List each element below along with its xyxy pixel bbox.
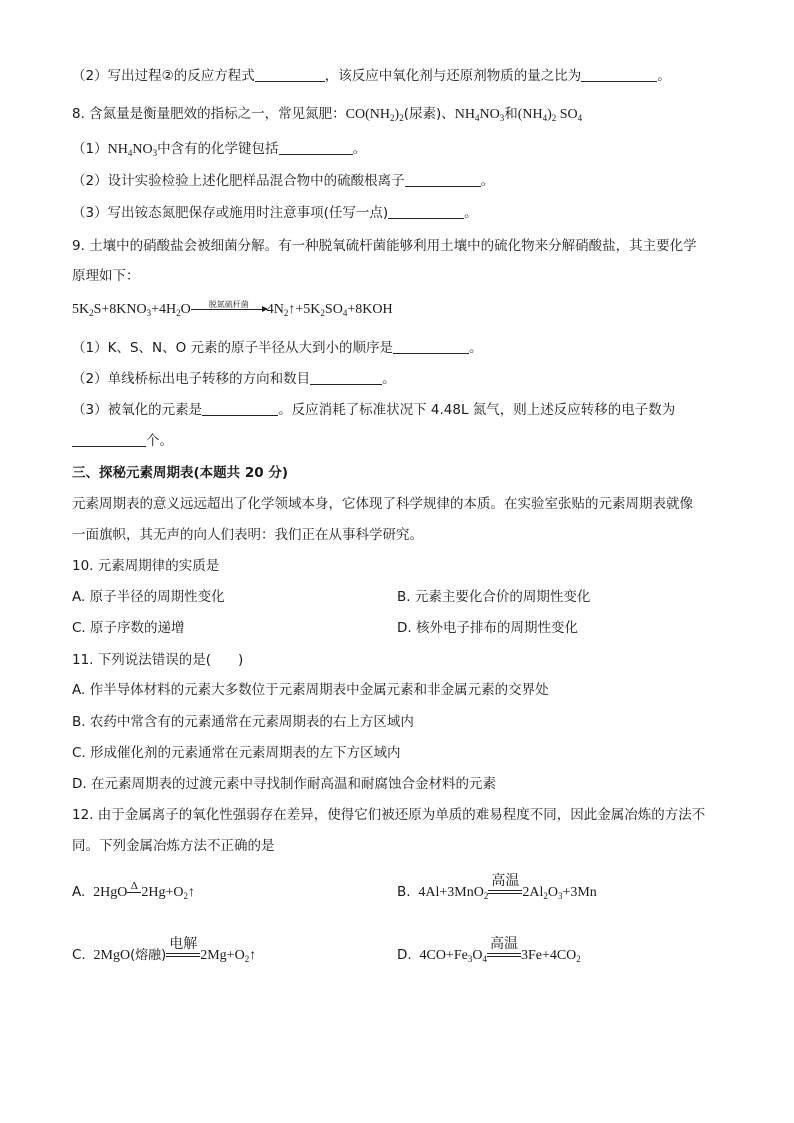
answer-blank[interactable] xyxy=(72,432,146,447)
q12-stem-line1: 12. 由于金属离子的氧化性强弱存在差异，使得它们被还原为单质的难易程度不同，因此金属冶炼的方法不 xyxy=(72,807,706,823)
option-a[interactable]: A. 作半导体材料的元素大多数位于元素周期表中金属元素和非金属元素的交界处 xyxy=(72,682,549,698)
q7-2-text-c: ，该反应中氧化剂与还原剂物质的量之比为 xyxy=(324,68,582,84)
q8-stem-text: 8. 含氮量是衡量肥效的指标之一，常见氮肥： xyxy=(72,106,346,122)
q8-part1: $(1)NH_4NO_3$中含有的化学键包括 。 xyxy=(72,141,367,158)
q12-options-row2 xyxy=(72,937,722,971)
answer-blank[interactable] xyxy=(405,172,481,187)
option-b[interactable]: B. 元素主要化合价的周期性变化 xyxy=(397,589,591,605)
option-c[interactable]: C. 原子序数的递增 xyxy=(72,620,185,636)
answer-blank[interactable] xyxy=(310,370,382,385)
option-d[interactable]: D. $4CO+Fe_3O_4$ 高温 $3Fe+4CO_2$ xyxy=(397,937,581,964)
q8-stem: 8. 含氮量是衡量肥效的指标之一，常见氮肥：$CO(NH_2)_2$(尿素)、$NH_4NO_3$和$(NH_4)_2$ $SO_4$ xyxy=(72,106,583,123)
q12-stem-line2: 同。下列金属冶炼方法不正确的是 xyxy=(72,838,275,854)
equation-c: 2MgO(熔融) 电解 $2Mg+O_2↑$ xyxy=(90,937,257,964)
q9-part1: （1）K、S、N、O 元素的原子半径从大到小的顺序是 。 xyxy=(72,340,483,356)
option-c[interactable]: C. 形成催化剂的元素通常在元素周期表的左下方区域内 xyxy=(72,745,401,761)
section-intro-line1: 元素周期表的意义远远超出了化学领域本身，它体现了科学规律的本质。在实验室张贴的元素周期表就像 xyxy=(72,496,693,512)
q7-2-text-b: 的反应方程式 xyxy=(173,68,255,84)
circled-2: ② xyxy=(161,68,174,84)
answer-blank[interactable] xyxy=(279,140,353,155)
q8-part3: （3）写出铵态氮肥保存或施用时注意事项(任写一点) 。 xyxy=(72,205,478,221)
answer-blank[interactable] xyxy=(202,401,278,416)
q7-2-text-a: （2）写出过程 xyxy=(72,68,162,84)
answer-blank[interactable] xyxy=(393,339,469,354)
q11-stem: 11. 下列说法错误的是( ) xyxy=(72,652,244,668)
formula-nh4no3: $NH_4NO_3$ xyxy=(454,107,505,123)
option-c[interactable]: C. 2MgO(熔融) 电解 $2Mg+O_2↑$ xyxy=(72,937,257,964)
option-d[interactable]: D. 核外电子排布的周期性变化 xyxy=(397,620,578,636)
q9-part3: （3）被氧化的元素是 。反应消耗了标准状况下 4.48L 氮气，则上述反应转移的电子数为 xyxy=(72,402,676,418)
equation-a: 2HgO Δ $2Hg+O_2↑$ xyxy=(89,879,195,901)
answer-blank[interactable] xyxy=(255,67,325,82)
q9-equation: $5K_2S+8KNO_3+4H_2O$ 脱氮硫杆菌 $4N_2↑+5K_2SO_4+8KOH$ xyxy=(72,299,393,318)
q9-part3-cont: 个。 xyxy=(72,431,173,451)
q9-part2: （2）单线桥标出电子转移的方向和数目 。 xyxy=(72,371,396,387)
equation-b: 4Al+3MnO$_2$ 高温 $2Al_2O_3+3Mn$ xyxy=(414,874,597,901)
reaction-arrow: 脱氮硫杆菌 xyxy=(191,300,267,310)
option-d[interactable]: D. 在元素周期表的过渡元素中寻找制作耐高温和耐腐蚀合金材料的元素 xyxy=(72,776,496,792)
option-b[interactable]: B. 4Al+3MnO$_2$ 高温 $2Al_2O_3+3Mn$ xyxy=(397,874,597,901)
answer-blank[interactable] xyxy=(388,204,464,219)
answer-blank[interactable] xyxy=(581,67,657,82)
option-b[interactable]: B. 农药中常含有的元素通常在元素周期表的右上方区域内 xyxy=(72,714,414,730)
formula-nh4no3: $NH_4NO_3$ xyxy=(107,142,158,158)
option-a[interactable]: A. 原子半径的周期性变化 xyxy=(72,589,225,605)
q9-stem-line2: 原理如下： xyxy=(72,268,140,284)
equation-d: $4CO+Fe_3O_4$ 高温 $3Fe+4CO_2$ xyxy=(415,937,581,964)
q9-stem-line1: 9. 土壤中的硝酸盐会被细菌分解。有一种脱氧硫杆菌能够利用土壤中的硫化物来分解硝酸盐，其主要化学 xyxy=(72,238,697,254)
section-intro-line2: 一面旗帜，其无声的向人们表明：我们正在从事科学研究。 xyxy=(72,527,423,543)
q10-stem: 10. 元素周期律的实质是 xyxy=(72,558,220,574)
section-heading: 三、探秘元素周期表(本题共 20 分) xyxy=(72,465,289,481)
formula-nh4-2so4: $(NH_4)_2$ $SO_4$ xyxy=(517,107,583,123)
q12-options-row1 xyxy=(72,874,722,908)
option-a[interactable]: A. 2HgO Δ $2Hg+O_2↑$ xyxy=(72,879,195,901)
q8-part2: （2）设计实验检验上述化肥样品混合物中的硫酸根离子 。 xyxy=(72,173,495,189)
q7-part2: （2）写出过程②的反应方程式 ，该反应中氧化剂与还原剂物质的量之比为 。 xyxy=(72,68,671,84)
formula-urea: $CO(NH_2)_2$ xyxy=(345,107,404,123)
